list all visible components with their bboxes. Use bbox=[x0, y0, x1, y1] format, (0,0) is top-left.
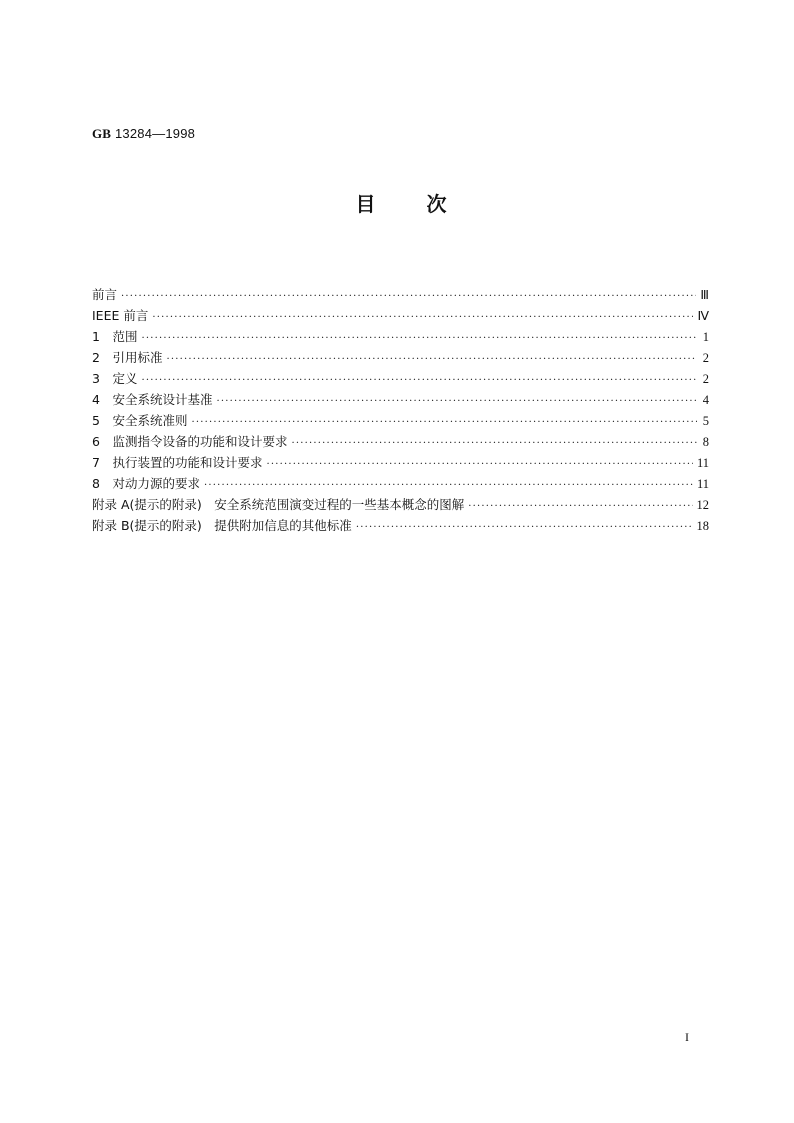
toc-entry-page: Ⅳ bbox=[697, 309, 709, 323]
toc-entry-page: 11 bbox=[696, 456, 709, 470]
toc-entry[interactable] bbox=[92, 389, 709, 410]
toc-dot-leader bbox=[152, 307, 693, 328]
toc-entry-page: 11 bbox=[696, 477, 709, 491]
toc-dot-leader bbox=[141, 370, 697, 391]
toc-entry[interactable] bbox=[92, 431, 709, 452]
standard-prefix: GB bbox=[92, 126, 112, 141]
toc-dot-leader bbox=[266, 454, 692, 475]
toc-entry-page: 2 bbox=[702, 351, 709, 365]
toc-dot-leader bbox=[121, 286, 696, 307]
toc-dot-leader bbox=[291, 433, 697, 454]
toc-entry-label: 前言 bbox=[92, 287, 118, 302]
toc-entry[interactable] bbox=[92, 452, 709, 473]
page-title: 目 次 bbox=[355, 192, 447, 216]
toc-entry-label: 附录 A(提示的附录) 安全系统范围演变过程的一些基本概念的图解 bbox=[92, 497, 465, 512]
table-of-contents bbox=[92, 284, 709, 536]
toc-entry-label: 4 安全系统设计基准 bbox=[92, 392, 213, 407]
toc-dot-leader bbox=[216, 391, 697, 412]
toc-entry-page: 2 bbox=[702, 372, 709, 386]
toc-dot-leader bbox=[204, 475, 693, 496]
toc-entry-page: 1 bbox=[702, 330, 709, 344]
page-number: I bbox=[685, 1030, 689, 1044]
toc-entry[interactable] bbox=[92, 410, 709, 431]
toc-entry-label: 3 定义 bbox=[92, 371, 138, 386]
toc-entry[interactable] bbox=[92, 326, 709, 347]
toc-dot-leader bbox=[191, 412, 697, 433]
toc-entry-page: 8 bbox=[702, 435, 709, 449]
standard-number: 13284—1998 bbox=[115, 126, 196, 141]
toc-entry-label: 6 监测指令设备的功能和设计要求 bbox=[92, 434, 288, 449]
toc-entry[interactable] bbox=[92, 305, 709, 326]
toc-entry-page: 5 bbox=[702, 414, 709, 428]
toc-dot-leader bbox=[356, 517, 693, 538]
toc-entry-page: 4 bbox=[702, 393, 709, 407]
toc-entry[interactable] bbox=[92, 494, 709, 515]
toc-entry[interactable] bbox=[92, 473, 709, 494]
toc-entry-label: 附录 B(提示的附录) 提供附加信息的其他标准 bbox=[92, 518, 352, 533]
toc-entry[interactable] bbox=[92, 284, 709, 305]
toc-entry-label: 1 范围 bbox=[92, 329, 138, 344]
toc-entry[interactable] bbox=[92, 347, 709, 368]
toc-dot-leader bbox=[468, 496, 692, 517]
toc-dot-leader bbox=[141, 328, 697, 349]
toc-entry-label: 8 对动力源的要求 bbox=[92, 476, 200, 491]
toc-entry-label: 7 执行装置的功能和设计要求 bbox=[92, 455, 263, 470]
toc-entry[interactable] bbox=[92, 368, 709, 389]
toc-entry-page: 12 bbox=[696, 498, 709, 512]
toc-entry-label: 5 安全系统准则 bbox=[92, 413, 188, 428]
toc-entry-page: 18 bbox=[696, 519, 709, 533]
toc-entry-page: Ⅲ bbox=[700, 288, 709, 302]
toc-entry-label: 2 引用标准 bbox=[92, 350, 163, 365]
toc-entry[interactable] bbox=[92, 515, 709, 536]
toc-entry-label: IEEE 前言 bbox=[92, 308, 149, 323]
document-identifier bbox=[92, 126, 195, 142]
toc-dot-leader bbox=[166, 349, 697, 370]
